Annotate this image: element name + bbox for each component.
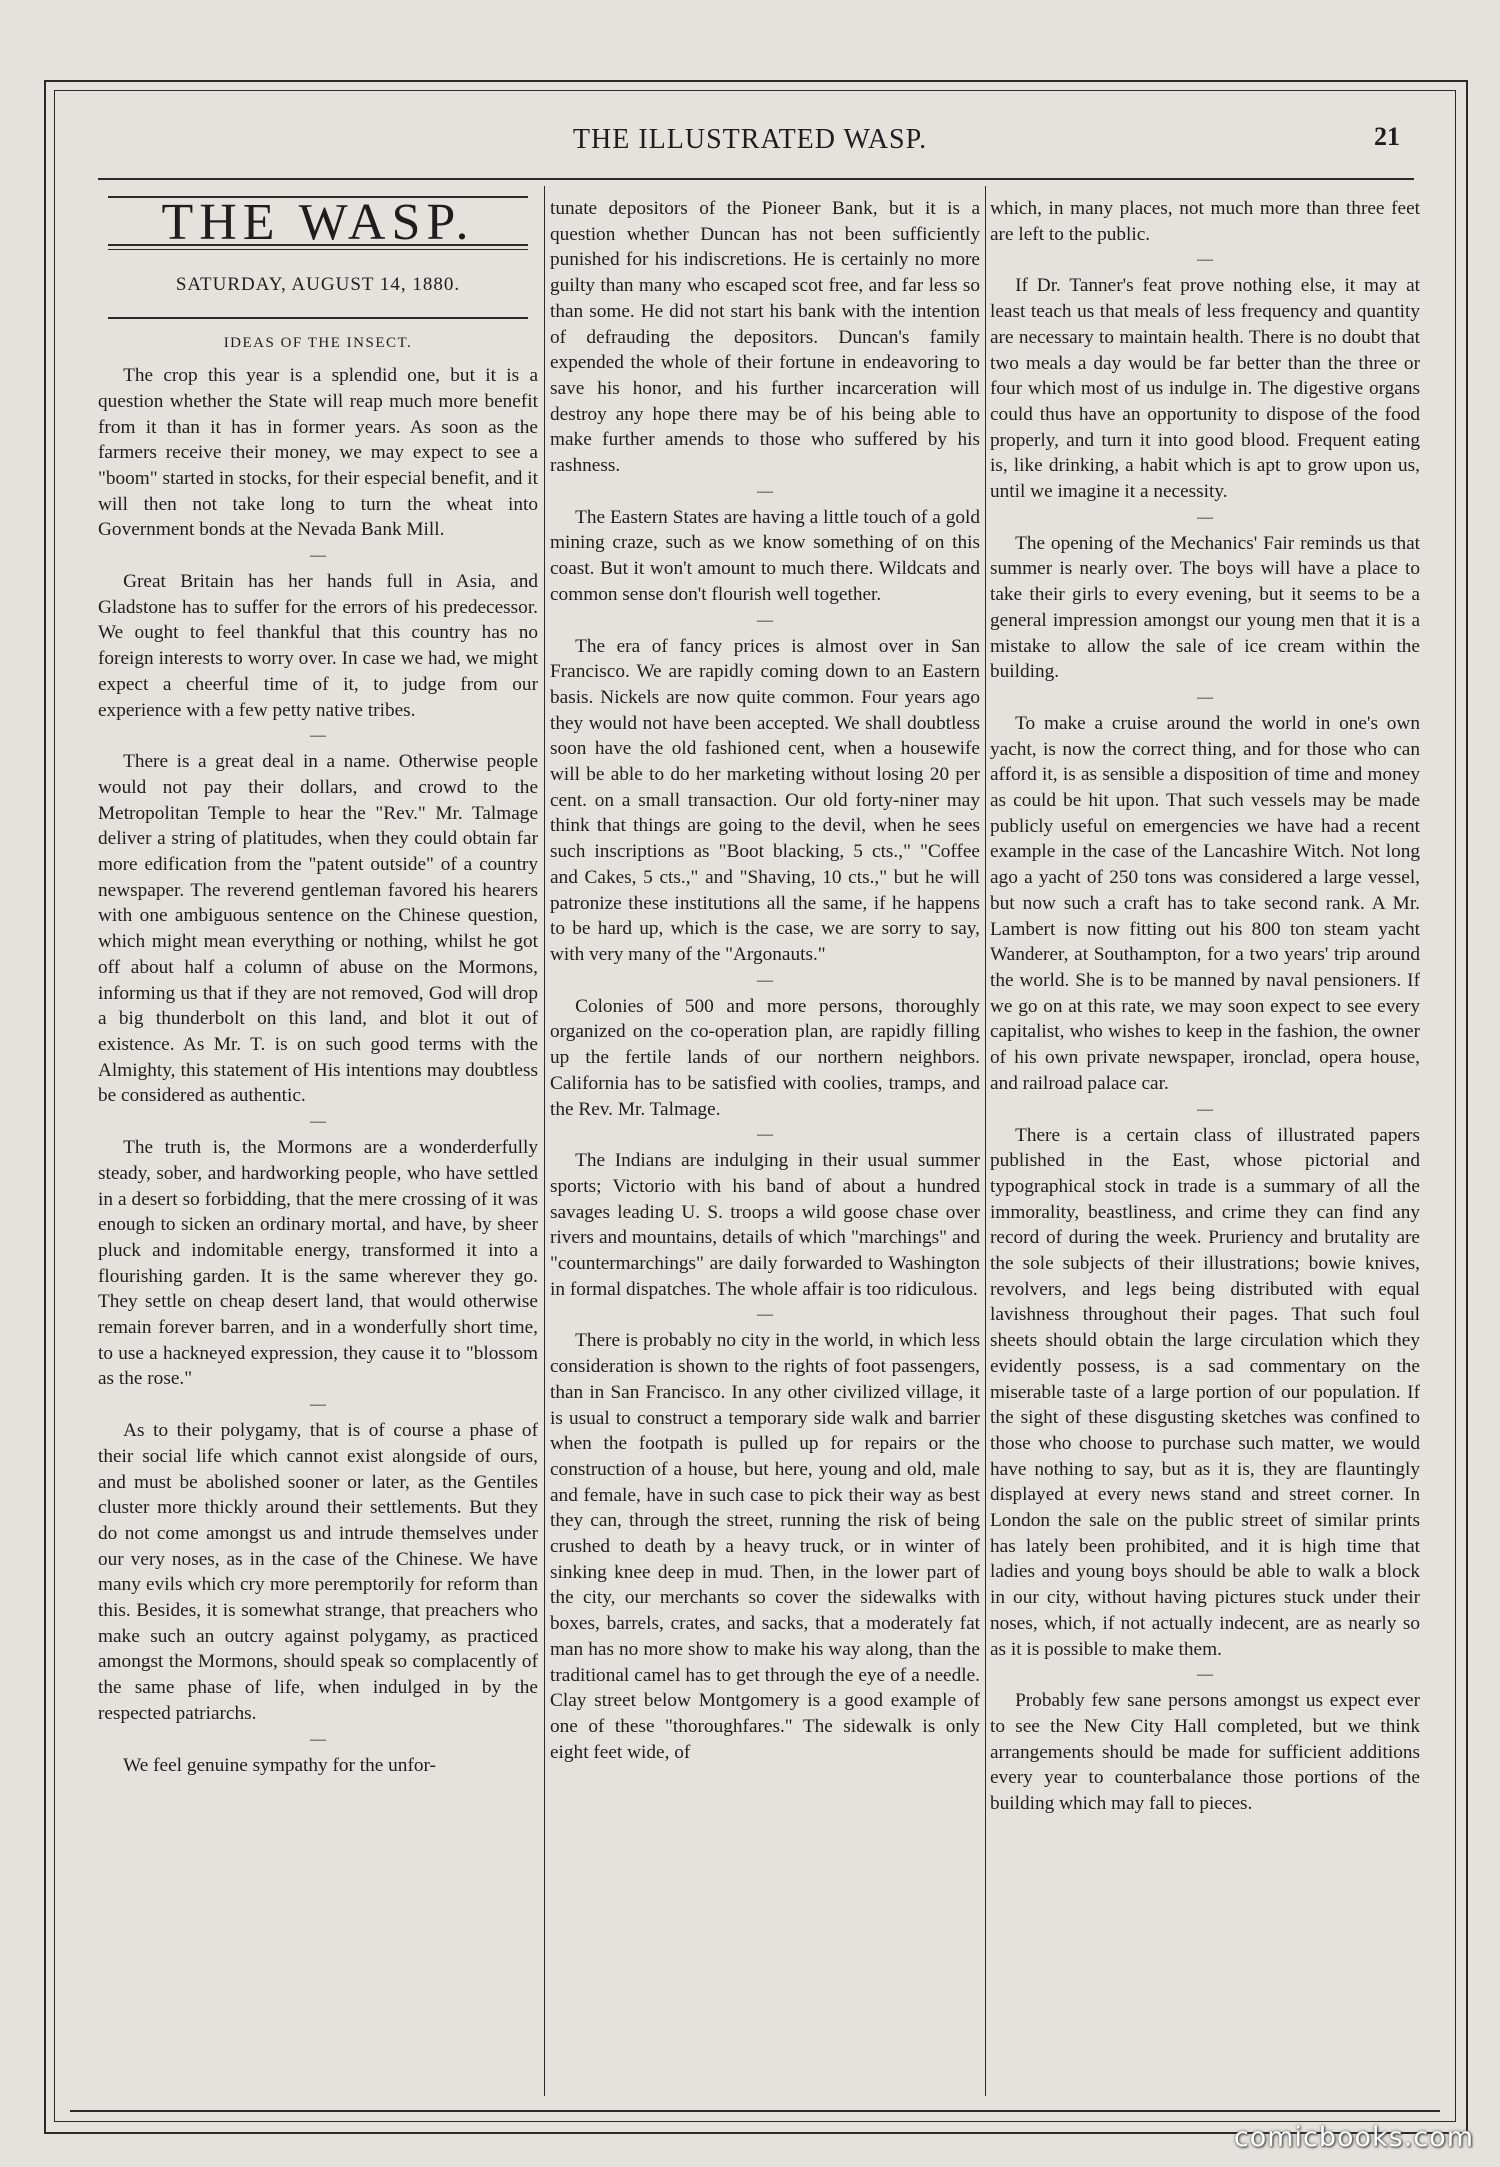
paragraph-separator: —	[757, 1306, 773, 1324]
paragraph-separator: —	[310, 727, 326, 745]
paragraph-separator: —	[1197, 1100, 1213, 1118]
page-number: 21	[1374, 122, 1400, 151]
paragraph-separator: —	[1197, 688, 1213, 706]
running-head	[100, 124, 1400, 164]
article-paragraph: The opening of the Mechanics' Fair reminds us that summer is nearly over. The boys will have a place to take their girls to every evening, but it seems to be a general impression amongst our young men that it is a mistake to allow the sale of ice cream within the building.	[990, 532, 1420, 683]
article-paragraph: Colonies of 500 and more persons, thoroughly organized on the co-operation plan, are rapidly filling up the fertile lands of our northern neighbors. California has to be satisfied with coolies, tramps, and the Rev. Mr. Talmage.	[550, 995, 980, 1120]
paragraph-separator: —	[757, 611, 773, 629]
column-1	[98, 196, 538, 2086]
paragraph-separator: —	[310, 1396, 326, 1414]
paragraph-separator: —	[1197, 1666, 1213, 1684]
paragraph-separator: —	[757, 482, 773, 500]
running-title: THE ILLUSTRATED WASP.	[572, 124, 928, 155]
dateline-rule	[108, 317, 528, 319]
paragraph-separator: —	[757, 1126, 773, 1144]
article-paragraph: The truth is, the Mormons are a wonderderfully steady, sober, and hardworking people, who have settled in a desert so forbidding, that the mere crossing of it was enough to sicken an ordinary mortal, and have, by sheer pluck and indomitable energy, transformed it into a flourishing garden. It is the same wherever they go. They settle on cheap desert land, that would otherwise remain forever barren, and in a wonderfully short time, to use a hackneyed expression, they cause it to "blossom as the rose."	[98, 1137, 538, 1390]
paragraph-separator: —	[1197, 508, 1213, 526]
article-paragraph: There is a certain class of illustrated papers published in the East, whose pictorial and typographical stock in trade is a summary of all the immorality, beastliness, and crime they can find any record of during the week. Pruriency and brutality are the sole subjects of their illustrations; bowie knives, revolvers, and legs being distributed with equal lavishness throughout their pages. That such foul sheets should obtain the large circulation which they evidently possess, is a sad commentary on the miserable taste of a large portion of our population. If the sight of these disgusting sketches was confined to those who choose to purchase such matter, we would have nothing to say, but as it is, they are flauntingly displayed at every news stand and street corner. In London the sale on the public street of similar prints has lately been prohibited, and it is high time that ladies and young boys should be able to walk a block in our city, without having pictures stuck under their noses, which, if not actually indecent, are as nearly so as it is possible to make them.	[990, 1124, 1420, 1660]
article-paragraph: Great Britain has her hands full in Asia, and Gladstone has to suffer for the errors of his predecessor. We ought to feel thankful that this country has no foreign interests to worry over. In case we had, we might expect a cheerful time of it, to judge from our experience with a few petty native tribes.	[98, 571, 538, 721]
masthead-title: THE WASP.	[161, 196, 475, 251]
dateline: SATURDAY, AUGUST 14, 1880.	[175, 273, 461, 295]
article-paragraph: If Dr. Tanner's feat prove nothing else, it may at least teach us that meals of less frequency and quantity are necessary to maintain health. There is no doubt that two meals a day would be far better than the three or four which most of us indulge in. The digestive organs could thus have an opportunity to dispose of the food properly, and turn it into good blood. Frequent eating is, like drinking, a habit which is apt to grow upon us, until we imagine it a necessity.	[990, 275, 1420, 503]
paragraph-separator: —	[310, 1113, 326, 1131]
section-title: IDEAS OF THE INSECT.	[223, 335, 413, 352]
column-rule-1	[544, 186, 545, 2096]
column-rule-2	[985, 186, 986, 2096]
paragraph-separator: —	[310, 547, 326, 565]
article-paragraph: which, in many places, not much more than three feet are left to the public.	[990, 198, 1420, 245]
article-paragraph: There is probably no city in the world, in which less consideration is shown to the rights of foot passengers, than in San Francisco. In any other civilized village, it is usual to construct a temporary side walk and barrier when the footpath is pulled up for repairs or the construction of a house, but here, young and old, male and female, have in such case to pick their way as best they can, through the street, running the risk of being crushed to death by a heavy truck, or in winter of sinking knee deep in mud. Then, in the lower part of the city, our merchants so cover the sidewalks with boxes, barrels, crates, and sacks, that a moderately fat man has no more show to make his way along, than the traditional camel has to get through the eye of a needle. Clay street below Montgomery is a good example of one of these "thoroughfares." The sidewalk is only eight feet wide, of	[550, 1330, 980, 1763]
paragraph-separator: —	[310, 1730, 326, 1748]
footer-rule	[70, 2110, 1440, 2112]
article-paragraph: tunate depositors of the Pioneer Bank, but it is a question whether Duncan has not been sufficiently punished for his indiscretions. He is certainly no more guilty than many who escaped scot free, and far less so than some. He did not start his bank with the intention of defrauding the depositors. Duncan's family expended the whole of their fortune in endeavoring to save his honor, and his further incarceration will destroy any hope there may be of his being able to make further amends to those who suffered by his rashness.	[550, 198, 980, 477]
column-2	[550, 196, 980, 2086]
column-3	[990, 196, 1420, 2086]
article-paragraph: There is a great deal in a name. Otherwise people would not pay their dollars, and crowd to the Metropolitan Temple to hear the "Rev." Mr. Talmage deliver a string of platitudes, when they could obtain far more edification from the "patent outside" of a country newspaper. The reverend gentleman favored his hearers with one ambiguous sentence on the Chinese question, which might mean everything or nothing, whilst he got off about half a column of abuse on the Mormons, informing us that if they are not removed, God will drop a big thunderbolt on this land, and blot it out of existence. As Mr. T. is on such good terms with the Almighty, this statement of His intentions may doubtless be considered as authentic.	[98, 751, 538, 1107]
watermark-logo: comicbooks.com	[1233, 2122, 1474, 2153]
article-paragraph: Probably few sane persons amongst us expect ever to see the New City Hall completed, but we think arrangements should be made for sufficient additions every year to counterbalance those portions of the building which may fall to pieces.	[990, 1690, 1420, 1815]
article-paragraph: The Indians are indulging in their usual summer sports; Victorio with his band of about a hundred savages leading U. S. troops a wild goose chase over rivers and mountains, details of which "marchings" and "countermarchings" are daily forwarded to Washington in formal dispatches. The whole affair is too ridiculous.	[550, 1150, 980, 1300]
paragraph-separator: —	[1197, 251, 1213, 269]
paragraph-separator: —	[757, 971, 773, 989]
article-paragraph: The crop this year is a splendid one, but it is a question whether the State will reap much more benefit from it than it has in former years. As soon as the farmers receive their money, we may expect to see a "boom" started in stocks, for their especial benefit, and it will then not take long to turn the wheat into Government bonds at the Nevada Bank Mill.	[98, 365, 538, 541]
article-paragraph: To make a cruise around the world in one's own yacht, is now the correct thing, and for those who can afford it, is as sensible a disposition of time and money as could be hit upon. That such vessels may be made publicly useful on emergencies we have had a recent example in the case of the Lancashire Witch. Not long ago a yacht of 250 tons was considered a large vessel, but now such a craft has to take second rank. A Mr. Lambert is now fitting out his 800 ton steam yacht Wanderer, at Southampton, for a two years' trip around the world. She is to be manned by naval pensioners. If we go on at this rate, we may soon expect to see every capitalist, who wishes to keep in the fashion, the owner of his own private newspaper, ironclad, opera house, and railroad palace car.	[990, 712, 1420, 1094]
article-paragraph: As to their polygamy, that is of course a phase of their social life which cannot exist alongside of ours, and must be abolished sooner or later, as the Gentiles cluster more thickly around their settlements. But they do not come amongst us and intrude themselves under our very noses, as in the case of the Chinese. We have many evils which cry more peremptorily for reform than this. Besides, it is somewhat strange, that preachers who make such an outcry against polygamy, as practiced amongst the Mormons, should speak so complacently of the same phase of life, when indulged in by the respected patriarchs.	[98, 1420, 538, 1724]
article-paragraph: We feel genuine sympathy for the unfor-	[123, 1754, 436, 1776]
article-paragraph: The era of fancy prices is almost over in San Francisco. We are rapidly coming down to an Eastern basis. Nickels are now quite common. Four years ago they would not have been accepted. We shall doubtless soon have the old fashioned cent, when a housewife will be able to do her marketing without losing 20 per cent. on a small transaction. Our old forty-niner may think that things are going to the devil, when he sees such inscriptions as "Boot blacking, 5 cts.," "Coffee and Cakes, 5 cts.," and "Shaving, 10 cts.," but he will patronize these institutions all the same, if he happens to be hard up, which is the case, we are sorry to say, with very many of the "Argonauts."	[550, 635, 980, 965]
header-rule	[98, 178, 1414, 180]
article-paragraph: The Eastern States are having a little touch of a gold mining craze, such as we know something of on this coast. But it won't amount to much there. Wildcats and common sense don't flourish well together.	[550, 506, 980, 605]
